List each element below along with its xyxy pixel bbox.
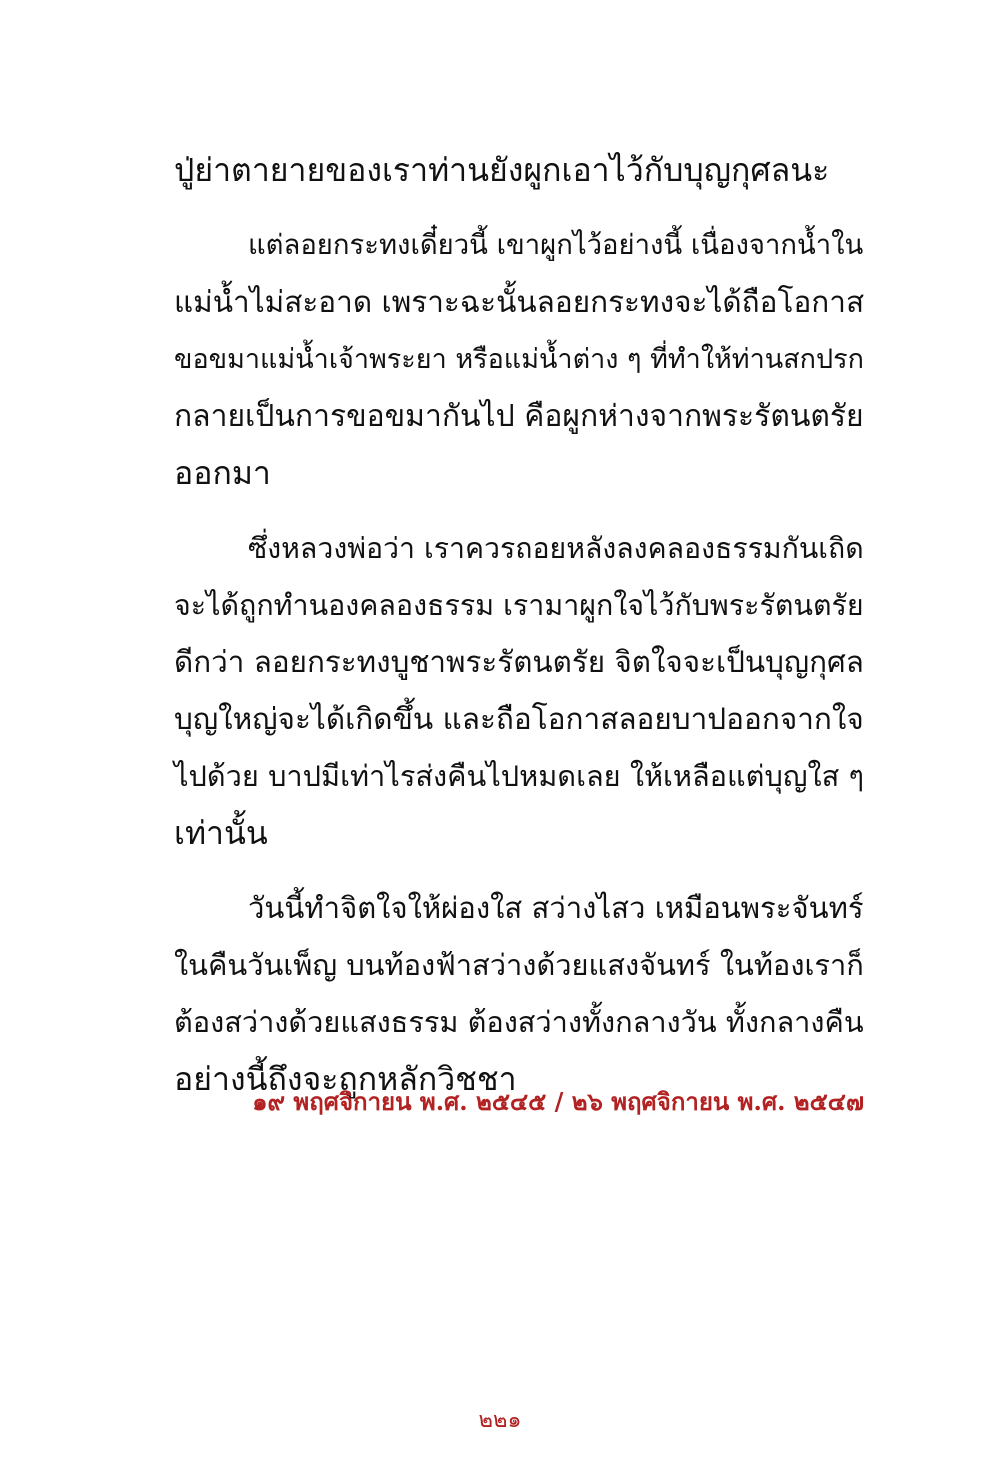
text-line: แม่น้ำไม่สะอาด เพราะฉะนั้นลอยกระทงจะได้ถือโอกาส: [174, 285, 865, 320]
text-line: ซึ่งหลวงพ่อว่า เราควรถอยหลังลงคลองธรรมกันเถิด: [248, 532, 864, 565]
text-line: เท่านั้น: [174, 814, 268, 852]
paragraph-1: [174, 142, 864, 199]
paragraph-gap: [174, 502, 864, 520]
paragraph-gap: [174, 862, 864, 880]
text-line: อย่างนี้ถึงจะถูกหลักวิชชา: [174, 1060, 517, 1098]
text-line: ดีกว่า ลอยกระทงบูชาพระรัตนตรัย จิตใจจะเป็นบุญกุศล: [174, 645, 864, 679]
text-line: บุญใหญ่จะได้เกิดขึ้น และถือโอกาสลอยบาปออกจากใจ: [174, 702, 864, 737]
text-line: ไปด้วย บาปมีเท่าไรส่งคืนไปหมดเลย ให้เหลือแต่บุญใส ๆ: [174, 759, 864, 793]
page-body: [174, 142, 864, 1108]
text-line: วันนี้ทำจิตใจให้ผ่องใส สว่างไสว เหมือนพระจันทร์: [248, 891, 864, 925]
paragraph-gap: [174, 199, 864, 217]
text-line: จะได้ถูกทำนองคลองธรรม เรามาผูกใจไว้กับพระรัตนตรัย: [174, 588, 864, 622]
text-line: ในคืนวันเพ็ญ บนท้องฟ้าสว่างด้วยแสงจันทร์ ในท้องเราก็: [174, 948, 864, 982]
text-line: แต่ลอยกระทงเดี๋ยวนี้ เขาผูกไว้อย่างนี้ เนื่องจากน้ำใน: [248, 230, 864, 261]
text-line: ออกมา: [174, 454, 271, 492]
sermon-date: ๑๙ พฤศจิกายน พ.ศ. ๒๕๔๕ / ๒๖ พฤศจิกายน พ.ศ. ๒๕๔๗: [252, 1087, 864, 1116]
paragraph-4: [174, 880, 864, 1108]
text-line: ต้องสว่างด้วยแสงธรรม ต้องสว่างทั้งกลางวัน ทั้งกลางคืน: [174, 1005, 864, 1039]
paragraph-2: [174, 217, 864, 502]
page-number: ๒๒๑: [478, 1408, 522, 1433]
paragraph-3: [174, 520, 864, 862]
text-line: ปู่ย่าตายายของเราท่านยังผูกเอาไว้กับบุญกุศลนะ: [174, 151, 830, 189]
text-line: ขอขมาแม่น้ำเจ้าพระยา หรือแม่น้ำต่าง ๆ ที่ทำให้ท่านสกปรก: [174, 344, 864, 375]
text-line: กลายเป็นการขอขมากันไป คือผูกห่างจากพระรัตนตรัย: [174, 399, 864, 434]
